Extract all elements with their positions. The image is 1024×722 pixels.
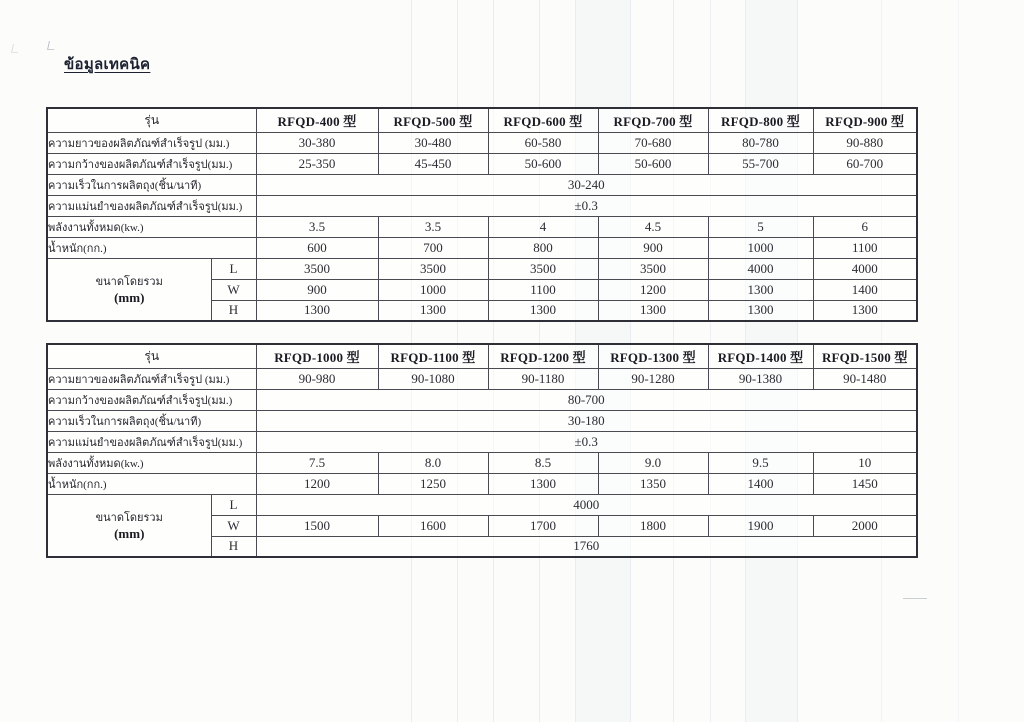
cell-value: 6 <box>813 216 917 237</box>
row-accuracy <box>47 431 917 452</box>
cell-value: 80-780 <box>708 132 813 153</box>
column-header-model: RFQD-600 型 <box>488 108 598 132</box>
row-label: พลังงานทั้งหมด(kw.) <box>47 452 256 473</box>
cell-value: 9.5 <box>708 452 813 473</box>
model-row-label: รุ่น <box>47 344 256 368</box>
cell-value: 8.0 <box>378 452 488 473</box>
cell-value: 7.5 <box>256 452 378 473</box>
cell-value: 1300 <box>488 473 598 494</box>
row-label: ความแม่นยำของผลิตภัณฑ์สำเร็จรูป(มม.) <box>47 431 256 452</box>
cell-value: 90-1480 <box>813 368 917 389</box>
cell-value: 4000 <box>813 258 917 279</box>
row-label: ความแม่นยำของผลิตภัณฑ์สำเร็จรูป(มม.) <box>47 195 256 216</box>
cell-value: 45-450 <box>378 153 488 174</box>
column-header-model: RFQD-1000 型 <box>256 344 378 368</box>
cell-value-span: 80-700 <box>256 389 917 410</box>
column-header-model: RFQD-1200 型 <box>488 344 598 368</box>
row-label: ความกว้างของผลิตภัณฑ์สำเร็จรูป(มม.) <box>47 153 256 174</box>
row-total-power <box>47 216 917 237</box>
scan-dash <box>903 598 927 599</box>
column-header-model: RFQD-1400 型 <box>708 344 813 368</box>
row-label: ความกว้างของผลิตภัณฑ์สำเร็จรูป(มม.) <box>47 389 256 410</box>
cell-value: 1250 <box>378 473 488 494</box>
cell-value: 90-980 <box>256 368 378 389</box>
row-production-speed <box>47 410 917 431</box>
dimensions-label-cell <box>47 494 211 557</box>
dim-axis-label: W <box>211 279 256 300</box>
cell-value-span: ±0.3 <box>256 195 917 216</box>
cell-value: 1800 <box>598 515 708 536</box>
dimensions-unit: (mm) <box>114 290 145 306</box>
page-title: ข้อมูลเทคนิค <box>64 57 151 73</box>
cell-value: 3500 <box>378 258 488 279</box>
cell-value: 90-880 <box>813 132 917 153</box>
cell-value: 4 <box>488 216 598 237</box>
column-header-model: RFQD-1500 型 <box>813 344 917 368</box>
cell-value-span: ±0.3 <box>256 431 917 452</box>
cell-value: 600 <box>256 237 378 258</box>
model-row-label: รุ่น <box>47 108 256 132</box>
cell-value: 3500 <box>256 258 378 279</box>
cell-value: 60-700 <box>813 153 917 174</box>
row-label: ความยาวของผลิตภัณฑ์สำเร็จรูป (มม.) <box>47 132 256 153</box>
row-label: น้ำหนัก(กก.) <box>47 473 256 494</box>
column-header-model: RFQD-1300 型 <box>598 344 708 368</box>
cell-value: 90-1280 <box>598 368 708 389</box>
cell-value: 3500 <box>488 258 598 279</box>
cell-value: 4000 <box>708 258 813 279</box>
dimensions-label: ขนาดโดยรวม <box>95 276 163 289</box>
cell-value: 2000 <box>813 515 917 536</box>
row-weight <box>47 473 917 494</box>
cell-value: 90-1080 <box>378 368 488 389</box>
row-label: ความเร็วในการผลิตถุง(ชิ้น/นาที) <box>47 410 256 431</box>
dim-axis-label: L <box>211 258 256 279</box>
cell-value: 900 <box>256 279 378 300</box>
cell-value: 10 <box>813 452 917 473</box>
cell-value: 1450 <box>813 473 917 494</box>
row-product-length <box>47 368 917 389</box>
cell-value: 1300 <box>708 300 813 321</box>
row-dimensions-l <box>47 258 917 279</box>
table-header-row <box>47 108 917 132</box>
cell-value: 50-600 <box>488 153 598 174</box>
cell-value: 1300 <box>378 300 488 321</box>
cell-value: 1300 <box>256 300 378 321</box>
cell-value: 1350 <box>598 473 708 494</box>
dim-axis-label: H <box>211 300 256 321</box>
cell-value: 1300 <box>708 279 813 300</box>
cell-value: 30-480 <box>378 132 488 153</box>
cell-value: 1700 <box>488 515 598 536</box>
scan-speck <box>11 44 20 53</box>
column-header-model: RFQD-500 型 <box>378 108 488 132</box>
cell-value: 90-1380 <box>708 368 813 389</box>
cell-value: 25-350 <box>256 153 378 174</box>
row-product-length <box>47 132 917 153</box>
scan-streak <box>958 0 959 722</box>
cell-value: 1100 <box>488 279 598 300</box>
cell-value: 1500 <box>256 515 378 536</box>
cell-value: 1600 <box>378 515 488 536</box>
row-production-speed <box>47 174 917 195</box>
cell-value: 4.5 <box>598 216 708 237</box>
cell-value: 1400 <box>813 279 917 300</box>
dimensions-label: ขนาดโดยรวม <box>95 512 163 525</box>
row-product-width <box>47 153 917 174</box>
cell-value: 8.5 <box>488 452 598 473</box>
cell-value: 50-600 <box>598 153 708 174</box>
cell-value: 1300 <box>488 300 598 321</box>
row-label: ความยาวของผลิตภัณฑ์สำเร็จรูป (มม.) <box>47 368 256 389</box>
row-total-power <box>47 452 917 473</box>
cell-value: 9.0 <box>598 452 708 473</box>
cell-value-span: 30-180 <box>256 410 917 431</box>
dimensions-unit: (mm) <box>114 526 145 542</box>
cell-value-span: 1760 <box>256 536 917 557</box>
dim-axis-label: W <box>211 515 256 536</box>
cell-value: 1100 <box>813 237 917 258</box>
cell-value: 90-1180 <box>488 368 598 389</box>
cell-value: 3.5 <box>378 216 488 237</box>
column-header-model: RFQD-400 型 <box>256 108 378 132</box>
dim-axis-label: H <box>211 536 256 557</box>
row-weight <box>47 237 917 258</box>
column-header-model: RFQD-700 型 <box>598 108 708 132</box>
row-product-width <box>47 389 917 410</box>
cell-value: 70-680 <box>598 132 708 153</box>
row-label: น้ำหนัก(กก.) <box>47 237 256 258</box>
table-header-row <box>47 344 917 368</box>
cell-value: 3500 <box>598 258 708 279</box>
spec-table-2 <box>46 343 918 558</box>
column-header-model: RFQD-1100 型 <box>378 344 488 368</box>
cell-value: 1300 <box>813 300 917 321</box>
cell-value: 1200 <box>256 473 378 494</box>
column-header-model: RFQD-800 型 <box>708 108 813 132</box>
cell-value: 800 <box>488 237 598 258</box>
cell-value: 900 <box>598 237 708 258</box>
row-label: ความเร็วในการผลิตถุง(ชิ้น/นาที) <box>47 174 256 195</box>
cell-value: 700 <box>378 237 488 258</box>
dimensions-label-cell <box>47 258 211 321</box>
cell-value: 5 <box>708 216 813 237</box>
cell-value: 1200 <box>598 279 708 300</box>
cell-value: 60-580 <box>488 132 598 153</box>
cell-value-span: 30-240 <box>256 174 917 195</box>
cell-value: 1300 <box>598 300 708 321</box>
cell-value: 3.5 <box>256 216 378 237</box>
cell-value-span: 4000 <box>256 494 917 515</box>
column-header-model: RFQD-900 型 <box>813 108 917 132</box>
cell-value: 1000 <box>708 237 813 258</box>
dim-axis-label: L <box>211 494 256 515</box>
cell-value: 55-700 <box>708 153 813 174</box>
spec-table-1 <box>46 107 918 322</box>
cell-value: 1400 <box>708 473 813 494</box>
scan-speck <box>47 41 56 50</box>
row-accuracy <box>47 195 917 216</box>
row-label: พลังงานทั้งหมด(kw.) <box>47 216 256 237</box>
row-dimensions-l <box>47 494 917 515</box>
cell-value: 1000 <box>378 279 488 300</box>
cell-value: 1900 <box>708 515 813 536</box>
cell-value: 30-380 <box>256 132 378 153</box>
